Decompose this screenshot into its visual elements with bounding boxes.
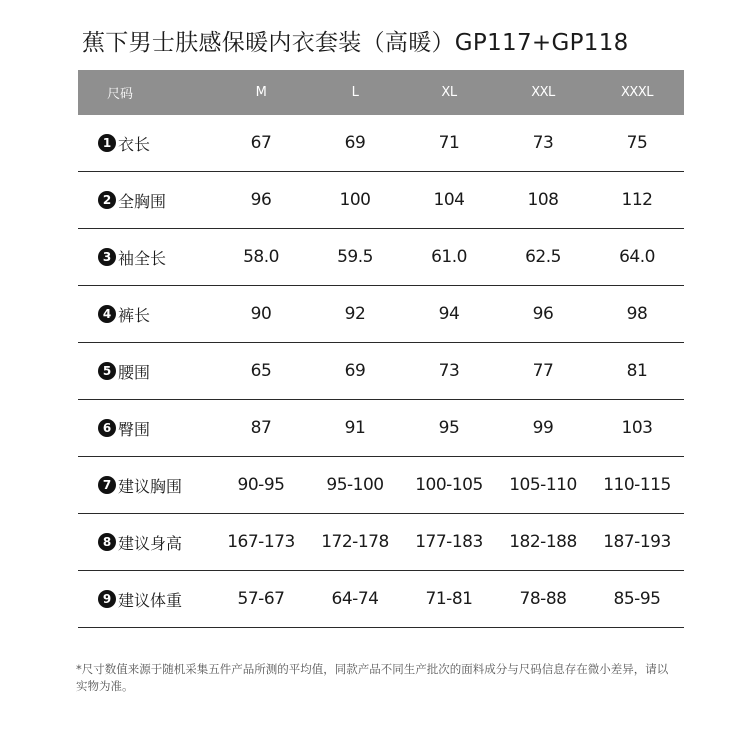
- table-cell: 64.0: [619, 247, 655, 267]
- table-cell: 59.5: [337, 247, 373, 267]
- table-cell: 57-67: [237, 589, 285, 609]
- table-cell: 62.5: [525, 247, 561, 267]
- row-number-badge: 5: [98, 362, 116, 380]
- table-cell: 100-105: [415, 475, 483, 495]
- row-label: [78, 246, 214, 269]
- table-cell: 91: [344, 418, 366, 438]
- table-cell: 167-173: [227, 532, 295, 552]
- row-label: [78, 417, 214, 440]
- table-cell: 69: [344, 133, 366, 153]
- table-cell: 85-95: [613, 589, 661, 609]
- table-cell: 73: [438, 361, 460, 381]
- row-label-text: 袖全长: [118, 248, 167, 268]
- table-cell: 77: [532, 361, 554, 381]
- header-size-xxl: XXL: [531, 85, 555, 100]
- table-cell: 96: [250, 190, 272, 210]
- table-cell: 105-110: [509, 475, 577, 495]
- table-cell: 99: [532, 418, 554, 438]
- table-cell: 81: [626, 361, 648, 381]
- footnote: *尺寸数值来源于随机采集五件产品所测的平均值，同款产品不同生产批次的面料成分与尺码信息存在微小差异，请以实物为准。: [76, 662, 669, 693]
- row-number-badge: 1: [98, 134, 116, 152]
- table-row: [78, 343, 684, 400]
- row-label-text: 建议体重: [118, 590, 183, 610]
- row-label-text: 腰围: [118, 362, 151, 382]
- table-row: [78, 514, 684, 571]
- row-label: [78, 303, 214, 326]
- row-number-badge: 3: [98, 248, 116, 266]
- table-cell: 61.0: [431, 247, 467, 267]
- table-row: [78, 172, 684, 229]
- row-label-text: 建议身高: [118, 533, 183, 553]
- table-row: [78, 400, 684, 457]
- table-row: [78, 286, 684, 343]
- table-cell: 87: [250, 418, 272, 438]
- table-row: [78, 229, 684, 286]
- row-number-badge: 6: [98, 419, 116, 437]
- header-size-l: L: [351, 85, 359, 100]
- table-cell: 64-74: [331, 589, 379, 609]
- table-row: [78, 457, 684, 514]
- row-label: [78, 474, 214, 497]
- table-cell: 95: [438, 418, 460, 438]
- table-cell: 108: [527, 190, 559, 210]
- table-cell: 58.0: [243, 247, 279, 267]
- table-cell: 110-115: [603, 475, 671, 495]
- table-cell: 71-81: [425, 589, 473, 609]
- row-label-text: 臀围: [118, 419, 151, 439]
- table-cell: 90-95: [237, 475, 285, 495]
- header-size-xxxl: XXXL: [621, 85, 653, 100]
- header-size-xl: XL: [441, 85, 457, 100]
- row-label: [78, 531, 214, 554]
- row-label: [78, 189, 214, 212]
- table-cell: 67: [250, 133, 272, 153]
- row-number-badge: 9: [98, 590, 116, 608]
- header-size-label: 尺码: [107, 87, 134, 102]
- table-cell: 65: [250, 361, 272, 381]
- table-header: [78, 70, 684, 115]
- size-chart-table: [78, 70, 684, 628]
- table-cell: 92: [344, 304, 366, 324]
- row-label: [78, 588, 214, 611]
- header-size-m: M: [255, 85, 267, 100]
- row-number-badge: 4: [98, 305, 116, 323]
- table-cell: 94: [438, 304, 460, 324]
- table-cell: 104: [433, 190, 465, 210]
- row-label: [78, 132, 214, 155]
- table-cell: 90: [250, 304, 272, 324]
- table-cell: 98: [626, 304, 648, 324]
- table-cell: 69: [344, 361, 366, 381]
- table-row: [78, 115, 684, 172]
- table-cell: 177-183: [415, 532, 483, 552]
- table-cell: 172-178: [321, 532, 389, 552]
- table-cell: 112: [621, 190, 653, 210]
- row-number-badge: 8: [98, 533, 116, 551]
- table-cell: 96: [532, 304, 554, 324]
- table-cell: 78-88: [519, 589, 567, 609]
- row-label-text: 建议胸围: [118, 476, 183, 496]
- table-cell: 100: [339, 190, 371, 210]
- table-row: [78, 571, 684, 628]
- table-cell: 95-100: [326, 475, 384, 495]
- row-label-text: 全胸围: [118, 191, 167, 211]
- table-cell: 71: [438, 133, 460, 153]
- page-title: 蕉下男士肤感保暖内衣套装（高暖）GP117+GP118: [82, 30, 629, 56]
- row-label: [78, 360, 214, 383]
- table-cell: 103: [621, 418, 653, 438]
- table-cell: 75: [626, 133, 648, 153]
- row-label-text: 裤长: [118, 305, 151, 325]
- row-label-text: 衣长: [118, 134, 151, 154]
- table-cell: 182-188: [509, 532, 577, 552]
- row-number-badge: 2: [98, 191, 116, 209]
- table-cell: 73: [532, 133, 554, 153]
- row-number-badge: 7: [98, 476, 116, 494]
- table-cell: 187-193: [603, 532, 671, 552]
